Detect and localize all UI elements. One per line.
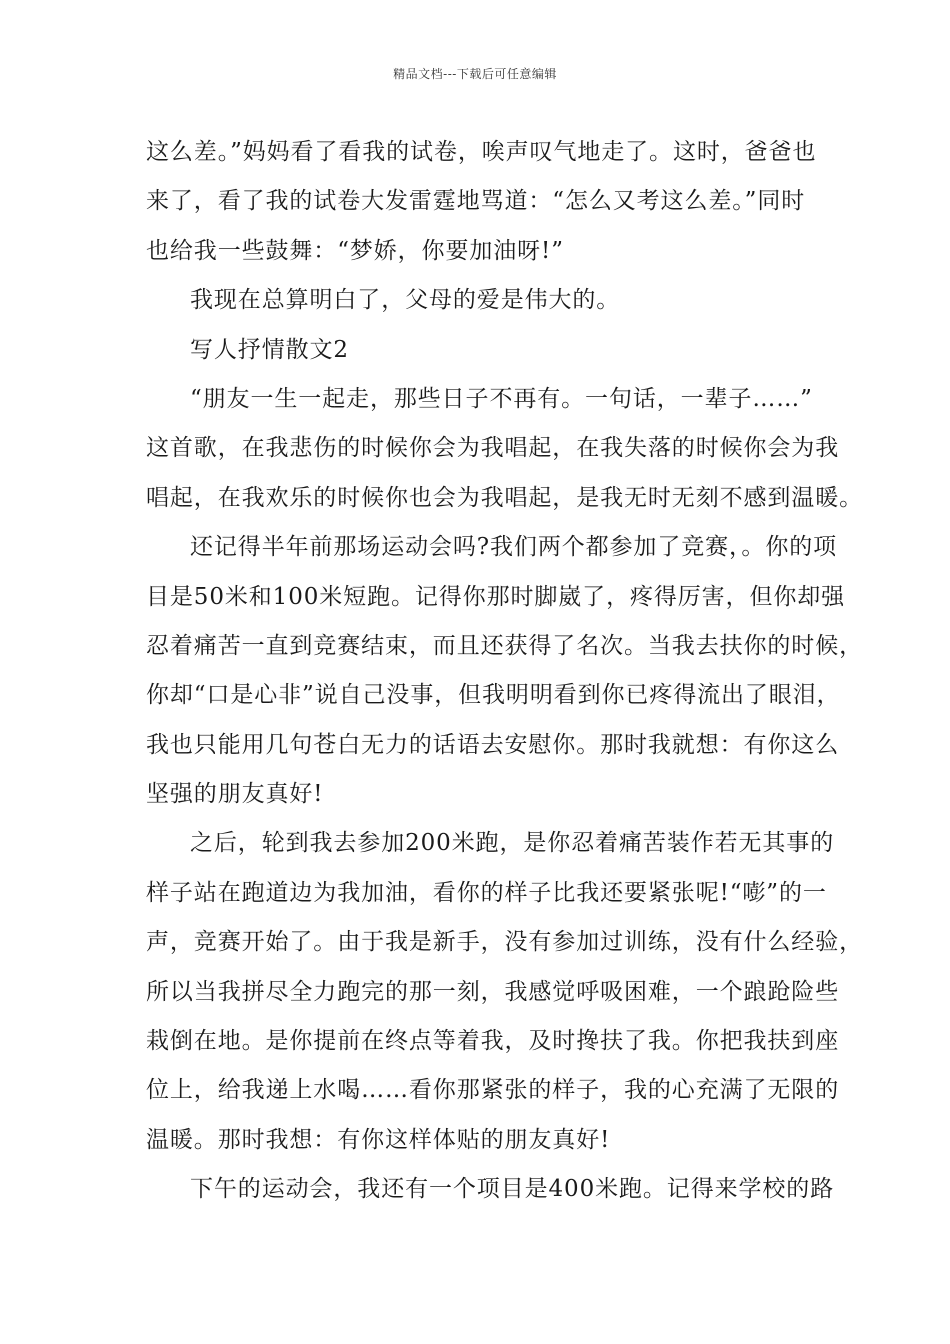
text-line: 也给我一些鼓舞：“梦娇，你要加油呀!” <box>146 237 564 264</box>
text-line: 我现在总算明白了，父母的爱是伟大的。 <box>190 287 621 314</box>
text-line: 目是50米和100米短跑。记得你那时脚崴了，疼得厉害，但你却强 <box>146 583 846 610</box>
text-line: 栽倒在地。是你提前在终点等着我，及时搀扶了我。你把我扶到座 <box>146 1028 840 1055</box>
text-line: 我也只能用几句苍白无力的话语去安慰你。那时我就想：有你这么 <box>146 731 840 758</box>
text-line: 这首歌，在我悲伤的时候你会为我唱起，在我失落的时候你会为我 <box>146 435 840 462</box>
text-line: 来了，看了我的试卷大发雷霆地骂道：“怎么又考这么差。”同时 <box>146 188 806 215</box>
text-line: 位上，给我递上水喝……看你那紧张的样子，我的心充满了无限的 <box>146 1077 840 1104</box>
text-line: 写人抒情散文2 <box>190 336 349 363</box>
page-header: 精品文档---下载后可任意编辑 <box>393 67 557 81</box>
text-line: “朋友一生一起走，那些日子不再有。一句话，一辈子……” <box>190 385 813 412</box>
text-line: 忍着痛苦一直到竞赛结束，而且还获得了名次。当我去扶你的时候， <box>146 632 863 659</box>
text-line: 唱起，在我欢乐的时候你也会为我唱起，是我无时无刻不感到温暖。 <box>146 484 863 511</box>
text-line: 样子站在跑道边为我加油，看你的样子比我还要紧张呢!“嘭”的一 <box>146 879 827 906</box>
text-line: 温暖。那时我想：有你这样体贴的朋友真好! <box>146 1126 611 1153</box>
text-line: 之后，轮到我去参加200米跑，是你忍着痛苦装作若无其事的 <box>190 830 835 857</box>
text-line: 下午的运动会，我还有一个项目是400米跑。记得来学校的路 <box>190 1176 835 1203</box>
text-line: 还记得半年前那场运动会吗?我们两个都参加了竞赛，。你的项 <box>190 534 838 561</box>
text-line: 声，竞赛开始了。由于我是新手，没有参加过训练，没有什么经验， <box>146 929 863 956</box>
text-line: 这么差。”妈妈看了看我的试卷，唉声叹气地走了。这时，爸爸也 <box>146 139 817 165</box>
text-line: 所以当我拼尽全力跑完的那一刻，我感觉呼吸困难，一个踉跄险些 <box>146 978 840 1005</box>
document-body <box>146 128 863 1215</box>
text-line: 坚强的朋友真好! <box>146 781 324 808</box>
text-line: 你却“口是心非”说自己没事，但我明明看到你已疼得流出了眼泪， <box>146 682 841 709</box>
